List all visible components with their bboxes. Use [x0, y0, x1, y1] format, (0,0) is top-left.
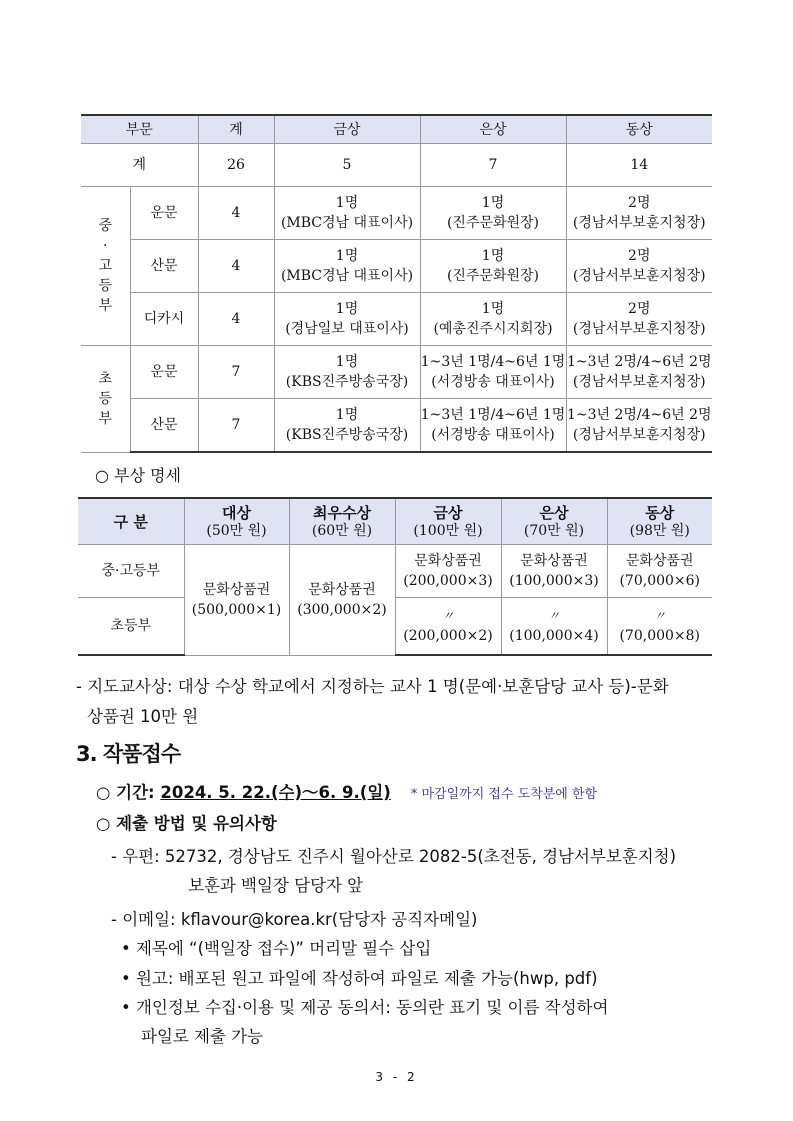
- prize-type: 문화상품권: [520, 553, 588, 569]
- count-cell: 7: [198, 399, 274, 453]
- bullet-item: • 원고: 배포된 원고 파일에 작성하여 파일로 제출 가능(hwp, pdf): [121, 969, 598, 988]
- ditto-mark: 〃: [547, 609, 560, 623]
- silver-count: 1~3년 1명/4~6년 1명: [420, 407, 566, 423]
- header-title: 은상: [539, 503, 569, 522]
- bullet-continuation: 파일로 제출 가능: [141, 1027, 264, 1046]
- prize-amount: (100,000×4): [509, 628, 599, 644]
- silver-sponsor: (예총진주시지회장): [433, 321, 553, 337]
- bronze-cell: [566, 187, 712, 240]
- prize-amount: (300,000×2): [297, 601, 387, 618]
- category-cell: 디카시: [130, 293, 198, 346]
- group-char: 부: [98, 298, 113, 314]
- header-title: 동상: [645, 503, 675, 522]
- category-cell: 운문: [130, 187, 198, 240]
- header-bronze: 동상: [566, 115, 712, 144]
- gold-cell: [274, 399, 420, 453]
- prize-type: 문화상품권: [202, 581, 271, 598]
- bullet-item: • 개인정보 수집·이용 및 제공 동의서: 동의란 표기 및 이름 작성하여: [121, 998, 609, 1017]
- header-amount: (100만 원): [413, 522, 483, 539]
- total-label: 계: [81, 144, 198, 187]
- header-title: 대상: [222, 503, 251, 522]
- prize-type: 문화상품권: [625, 553, 694, 569]
- total-bronze: 14: [566, 144, 712, 187]
- bronze-cell: [566, 399, 712, 453]
- gold-cell: [274, 346, 420, 399]
- bronze-cell: [566, 346, 712, 399]
- table-row: [81, 346, 712, 399]
- row-label: 초등부: [78, 598, 184, 656]
- row-label: 중·고등부: [78, 545, 184, 598]
- gold-count: 1명: [335, 407, 359, 423]
- header-title: 구 분: [113, 512, 148, 531]
- bronze-prize-cell: [607, 598, 712, 656]
- group-char: 중: [98, 218, 113, 234]
- header-gold: 금상: [274, 115, 420, 144]
- bronze-cell: [566, 240, 712, 293]
- header-silver: 은상: [420, 115, 566, 144]
- gold-sponsor: (MBC경남 대표이사): [280, 215, 414, 231]
- table-header-row: [81, 115, 712, 144]
- group-char: ·: [103, 238, 108, 254]
- post-address-line2: 보훈과 백일장 담당자 앞: [188, 876, 364, 895]
- header-silver: [501, 498, 607, 545]
- header-division: 부문: [81, 115, 198, 144]
- count-cell: 4: [198, 187, 274, 240]
- ditto-mark: 〃: [653, 609, 666, 623]
- teacher-award-line1: - 지도교사상: 대상 수상 학교에서 지정하는 교사 1 명(문예·보훈담당 교사 등)-문화: [76, 677, 669, 696]
- gold-sponsor: (MBC경남 대표이사): [280, 268, 414, 284]
- header-total: 계: [198, 115, 274, 144]
- gold-cell: [274, 240, 420, 293]
- gold-cell: [274, 293, 420, 346]
- excellence-prize-cell: [289, 545, 395, 656]
- silver-count: 1명: [481, 301, 505, 317]
- total-row: [81, 144, 712, 187]
- page-number: 3 - 2: [375, 1070, 418, 1084]
- table-row: [81, 187, 712, 240]
- post-address-line1: - 우편: 52732, 경상남도 진주시 월아산로 2082-5(초전동, 경남서부보훈지청): [111, 847, 677, 866]
- prize-amount: (100,000×3): [509, 573, 599, 589]
- total-gold: 5: [274, 144, 420, 187]
- table-row: [81, 240, 712, 293]
- category-cell: 산문: [130, 399, 198, 453]
- silver-cell: [420, 187, 566, 240]
- header-amount: (60만 원): [311, 522, 373, 539]
- silver-prize-cell: [501, 598, 607, 656]
- group-char: 부: [98, 410, 113, 427]
- prize-amount: (200,000×3): [403, 573, 493, 589]
- gold-count: 1명: [335, 248, 359, 264]
- silver-cell: [420, 293, 566, 346]
- header-excellence: [289, 498, 395, 545]
- period-label: ○ 기간:: [96, 783, 161, 802]
- silver-prize-cell: [501, 545, 607, 598]
- silver-cell: [420, 240, 566, 293]
- header-gold: [395, 498, 501, 545]
- group-char: 등: [98, 278, 113, 294]
- count-cell: 4: [198, 240, 274, 293]
- silver-cell: [420, 399, 566, 453]
- gold-prize-cell: [395, 598, 501, 656]
- bronze-cell: [566, 293, 712, 346]
- gold-sponsor: (KBS진주방송국장): [285, 427, 409, 443]
- method-heading: ○ 제출 방법 및 유의사항: [96, 814, 277, 833]
- bronze-count: 2명: [628, 195, 651, 211]
- prize-amount: (200,000×2): [403, 628, 493, 644]
- ditto-mark: 〃: [441, 609, 454, 623]
- prize-type: 문화상품권: [308, 581, 376, 598]
- bronze-sponsor: (경남서부보훈지청장): [572, 427, 706, 443]
- bronze-sponsor: (경남서부보훈지청장): [572, 215, 706, 231]
- group-label-middle-high: [81, 187, 130, 346]
- teacher-award-line2: 상품권 10만 원: [87, 707, 199, 726]
- prize-amount: (70,000×6): [619, 573, 701, 589]
- category-cell: 산문: [130, 240, 198, 293]
- silver-sponsor: (진주문화원장): [446, 215, 540, 231]
- group-label-elementary: [81, 346, 130, 453]
- count-cell: 7: [198, 346, 274, 399]
- gold-count: 1명: [335, 354, 359, 370]
- prize-type: 문화상품권: [414, 553, 482, 569]
- table-row: [81, 293, 712, 346]
- header-title: 최우수상: [313, 503, 371, 522]
- total-silver: 7: [420, 144, 566, 187]
- table-header-row: [78, 498, 712, 545]
- section-heading: 3. 작품접수: [76, 742, 181, 766]
- prize-amount: (70,000×8): [619, 628, 701, 644]
- silver-count: 1명: [481, 248, 505, 264]
- group-char: 등: [98, 390, 113, 407]
- gold-sponsor: (경남일보 대표이사): [285, 321, 409, 337]
- silver-sponsor: (서경방송 대표이사): [431, 427, 555, 443]
- period-note: * 마감일까지 접수 도착분에 한함: [410, 787, 598, 802]
- bronze-count: 1~3년 2명/4~6년 2명: [566, 407, 712, 423]
- table-row: [78, 545, 712, 598]
- header-title: 금상: [433, 503, 463, 522]
- gold-count: 1명: [335, 195, 359, 211]
- silver-cell: [420, 346, 566, 399]
- header-amount: (70만 원): [523, 522, 585, 539]
- award-allocation-table: [81, 114, 712, 453]
- period-value: 2024. 5. 22.(수)～6. 9.(일): [160, 783, 391, 802]
- silver-count: 1~3년 1명/4~6년 1명: [420, 354, 566, 370]
- prize-detail-table: [78, 497, 712, 656]
- silver-count: 1명: [481, 195, 505, 211]
- gold-cell: [274, 187, 420, 240]
- bullet-item: • 제목에 “(백일장 접수)” 머리말 필수 삽입: [121, 939, 432, 958]
- period-line: [96, 779, 597, 803]
- bronze-sponsor: (경남서부보훈지청장): [572, 374, 706, 390]
- bronze-sponsor: (경남서부보훈지청장): [572, 321, 706, 337]
- table-row: [78, 598, 712, 656]
- header-amount: (98만 원): [629, 522, 690, 539]
- email-line: - 이메일: kflavour@korea.kr(담당자 공직자메일): [111, 910, 478, 929]
- header-amount: (50만 원): [206, 522, 267, 539]
- bronze-count: 2명: [628, 248, 651, 264]
- bronze-count: 1~3년 2명/4~6년 2명: [566, 354, 712, 370]
- gold-sponsor: (KBS진주방송국장): [285, 374, 409, 390]
- header-bronze: [607, 498, 712, 545]
- group-char: 고: [98, 258, 113, 274]
- silver-sponsor: (서경방송 대표이사): [431, 374, 555, 390]
- bronze-count: 2명: [628, 301, 651, 317]
- count-cell: 4: [198, 293, 274, 346]
- grand-prize-cell: [184, 545, 289, 656]
- gold-prize-cell: [395, 545, 501, 598]
- gold-count: 1명: [335, 301, 359, 317]
- prize-amount: (500,000×1): [191, 601, 282, 618]
- silver-sponsor: (진주문화원장): [446, 268, 540, 284]
- total-count: 26: [198, 144, 274, 187]
- category-cell: 운문: [130, 346, 198, 399]
- header-category: [78, 498, 184, 545]
- group-char: 초: [98, 370, 113, 387]
- header-grand: [184, 498, 289, 545]
- bronze-sponsor: (경남서부보훈지청장): [572, 268, 706, 284]
- table-row: [81, 399, 712, 453]
- bronze-prize-cell: [607, 545, 712, 598]
- prize-section-title: ○ 부상 명세: [95, 466, 181, 485]
